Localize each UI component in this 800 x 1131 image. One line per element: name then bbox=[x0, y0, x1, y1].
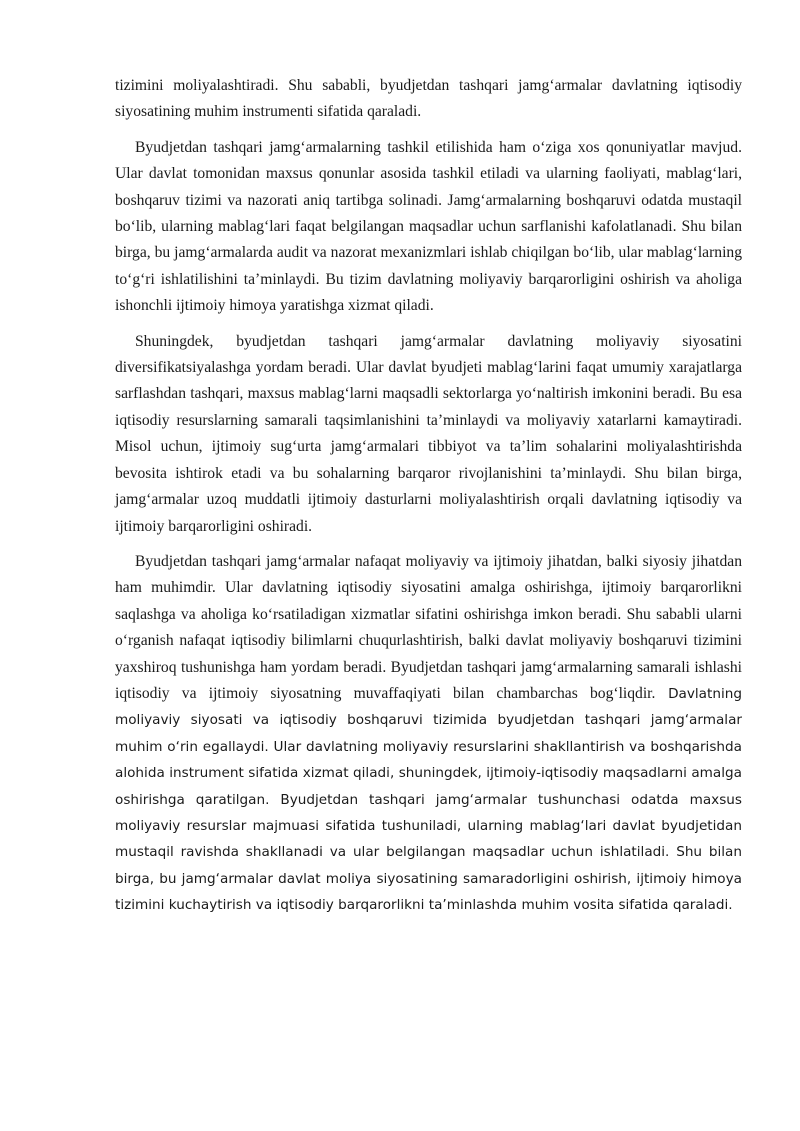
paragraph-4-serif-text: Byudjetdan tashqari jamg‘armalar nafaqat moliyaviy va ijtimoiy jihatdan, balki siyosiy jihatdan ham muhimdir. Ular davlatning iqtisodiy siyosatini amalga oshirishga, ijtimoiy barqarorlikni saqlashga va aholiga ko‘rsatiladigan xizmatlar sifatini oshirishga imkon beradi. Shu sababli ularni o‘rganish nafaqat iqtisodiy bilimlarni chuqurlashtirish, balki davlat moliyaviy boshqaruvi tizimini yaxshiroq tushunishga ham yordam beradi. Byudjetdan tashqari jamg‘armalarning samarali ishlashi iqtisodiy va ijtimoiy siyosatning muvaffaqiyati bilan chambarchas bog‘liqdir. bbox=[115, 552, 742, 702]
paragraph-1: tizimini moliyalashtiradi. Shu sababli, byudjetdan tashqari jamg‘armalar davlatning iqtisodiy siyosatining muhim instrumenti sifatida qaraladi. bbox=[115, 77, 742, 121]
paragraph-2: Byudjetdan tashqari jamg‘armalarning tashkil etilishida ham o‘ziga xos qonuniyatlar mavjud. Ular davlat tomonidan maxsus qonunlar asosida tashkil etiladi va ularning faoliyati, mablag‘lari, boshqaruv tizimi va nazorati aniq tartibga solinadi. Jamg‘armalarning boshqaruvi odatda mustaqil bo‘lib, ularning mablag‘lari faqat belgilangan maqsadlar uchun sarflanishi kafolatlanadi. Shu bilan birga, bu jamg‘armalarda audit va nazorat mexanizmlari ishlab chiqilgan bo‘lib, ular mablag‘larning to‘g‘ri ishlatilishini ta’minlaydi. Bu tizim davlatning moliyaviy barqarorligini oshirish va aholiga ishonchli ijtimoiy himoya yaratishga xizmat qiladi. bbox=[115, 138, 742, 315]
document-page bbox=[115, 73, 742, 928]
paragraph-3: Shuningdek, byudjetdan tashqari jamg‘armalar davlatning moliyaviy siyosatini diversifikatsiyalashga yordam beradi. Ular davlat byudjeti mablag‘larini faqat umumiy xarajatlarga sarflashdan tashqari, maxsus mablag‘larni maqsadli sektorlarga yo‘naltirish imkonini beradi. Bu esa iqtisodiy resurslarning samarali taqsimlanishini ta’minlaydi va moliyaviy xatarlarni kamaytiradi. Misol uchun, ijtimoiy sug‘urta jamg‘armalari tibbiyot va ta’lim sohalarini moliyalashtirishda bevosita ishtirok etadi va bu sohalarning barqaror rivojlanishini ta’minlaydi. Shu bilan birga, jamg‘armalar uzoq muddatli ijtimoiy dasturlarni moliyalashtirish orqali davlatning iqtisodiy va ijtimoiy barqarorligini oshiradi. bbox=[115, 332, 742, 535]
paragraph-4 bbox=[115, 549, 742, 919]
paragraph-4-sans-text: Davlatning moliyaviy siyosati va iqtisodiy boshqaruvi tizimida byudjetdan tashqari jamg‘armalar muhim o‘rin egallaydi. Ular davlatning moliyaviy resurslarini shakllantirish va boshqarishda alohida instrument sifatida xizmat qiladi, shuningdek, ijtimoiy-iqtisodiy maqsadlarni amalga oshirishga qaratilgan. Byudjetdan tashqari jamg‘armalar tushunchasi odatda maxsus moliyaviy resurslar majmuasi sifatida tushuniladi, ularning mablag‘lari davlat byudjetidan mustaqil ravishda shakllanadi va ular belgilangan maqsadlar uchun ishlatiladi. Shu bilan birga, bu jamg‘armalar davlat moliya siyosatining samaradorligini oshirish, ijtimoiy himoya tizimini kuchaytirish va iqtisodiy barqarorlikni ta’minlashda muhim vosita sifatida qaraladi. bbox=[115, 685, 742, 914]
